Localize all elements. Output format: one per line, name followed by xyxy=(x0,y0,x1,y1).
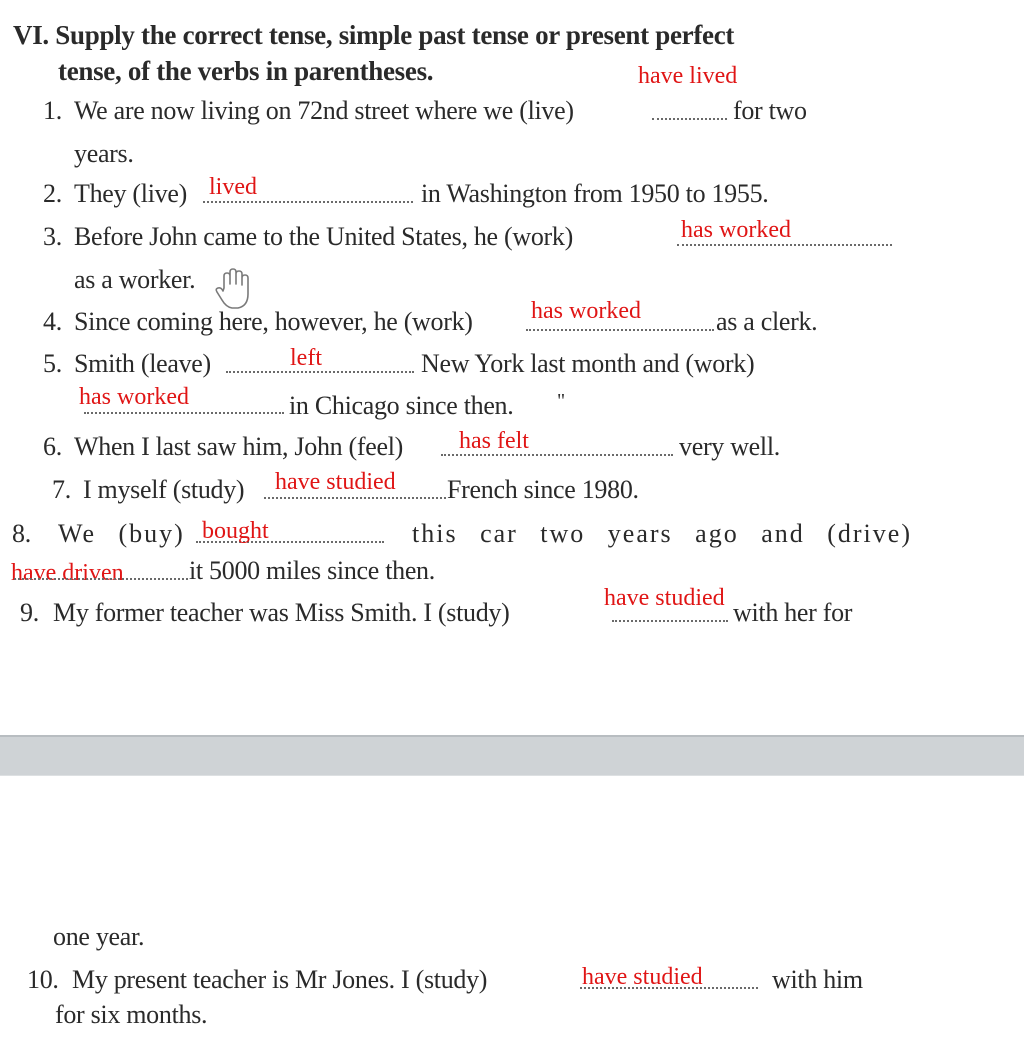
q2-text: They (live) xyxy=(74,179,187,208)
answer-q2[interactable]: lived xyxy=(209,174,257,200)
q9-blank xyxy=(612,620,728,622)
q5-blank-2 xyxy=(84,412,284,414)
q2-number: 2. xyxy=(43,179,62,208)
q10-text: My present teacher is Mr Jones. I (study) xyxy=(72,965,488,994)
q5-text-mid: New York last month and (work) xyxy=(421,349,755,378)
document-page-bottom xyxy=(0,776,1024,1057)
q10-text-end: with him xyxy=(772,965,863,994)
q8-text-end: it 5000 miles since then. xyxy=(189,556,435,585)
q4-blank xyxy=(526,329,714,331)
q9-number: 9. xyxy=(20,598,39,627)
q7-blank xyxy=(264,497,446,499)
q5-text-end: in Chicago since then. xyxy=(289,391,514,420)
exercise-heading-line1: VI. Supply the correct tense, simple past tense or present perfect xyxy=(13,20,735,50)
q4-text: Since coming here, however, he (work) xyxy=(74,307,473,336)
q1-text-cont: years. xyxy=(74,139,134,168)
answer-q4[interactable]: has worked xyxy=(531,298,641,324)
q2-blank xyxy=(203,201,413,203)
q3-number: 3. xyxy=(43,222,62,251)
q1-blank xyxy=(652,118,727,120)
q9-text: My former teacher was Miss Smith. I (study) xyxy=(53,598,510,627)
q4-number: 4. xyxy=(43,307,62,336)
answer-q8-2[interactable]: have driven xyxy=(11,560,124,586)
q5-stray-mark: " xyxy=(557,390,565,412)
q9-text-end: with her for xyxy=(733,598,853,627)
q6-text: When I last saw him, John (feel) xyxy=(74,432,404,461)
q7-text-end: French since 1980. xyxy=(447,475,639,504)
q5-number: 5. xyxy=(43,349,62,378)
answer-q10[interactable]: have studied xyxy=(582,964,703,990)
hand-pointer-icon xyxy=(212,266,252,312)
q6-text-end: very well. xyxy=(679,432,780,461)
q6-number: 6. xyxy=(43,432,62,461)
q10-text-cont: for six months. xyxy=(55,1000,208,1029)
q3-text: Before John came to the United States, he (work) xyxy=(74,222,573,251)
answer-q8-1[interactable]: bought xyxy=(202,518,269,544)
q3-blank xyxy=(677,244,892,246)
q8-blank-2 xyxy=(14,578,188,580)
q8-text: We (buy) xyxy=(58,519,185,548)
page-separator xyxy=(0,735,1024,776)
q2-text-end: in Washington from 1950 to 1955. xyxy=(421,179,769,208)
answer-q5-2[interactable]: has worked xyxy=(79,384,189,410)
q5-text: Smith (leave) xyxy=(74,349,211,378)
q7-text: I myself (study) xyxy=(83,475,245,504)
q9-text-cont: one year. xyxy=(53,922,145,951)
q3-text-cont: as a worker. xyxy=(74,265,196,294)
q1-text: We are now living on 72nd street where we (live) xyxy=(74,96,574,125)
exercise-heading-line2: tense, of the verbs in parentheses. xyxy=(58,56,434,86)
q8-text-mid: this car two years ago and (drive) xyxy=(412,519,912,548)
q10-number: 10. xyxy=(27,965,59,994)
q7-number: 7. xyxy=(52,475,71,504)
answer-q5-1[interactable]: left xyxy=(290,345,322,371)
answer-q6[interactable]: has felt xyxy=(459,428,529,454)
answer-q9[interactable]: have studied xyxy=(604,585,725,611)
q1-text-end: for two xyxy=(733,96,807,125)
q1-number: 1. xyxy=(43,96,62,125)
q4-text-end: as a clerk. xyxy=(716,307,818,336)
q8-number: 8. xyxy=(12,519,31,548)
answer-q7[interactable]: have studied xyxy=(275,469,396,495)
q6-blank xyxy=(441,454,673,456)
q5-blank-1 xyxy=(226,371,414,373)
answer-q3[interactable]: has worked xyxy=(681,217,791,243)
answer-q1[interactable]: have lived xyxy=(638,63,738,89)
